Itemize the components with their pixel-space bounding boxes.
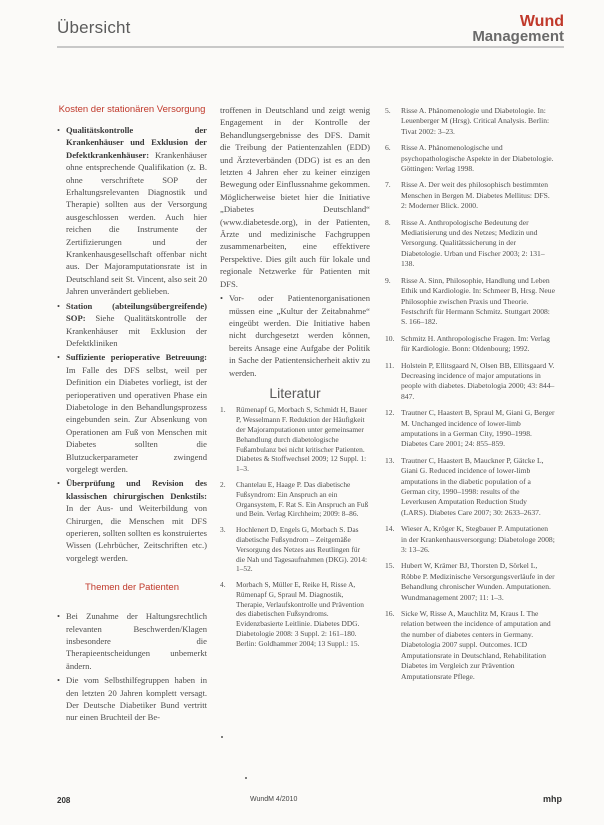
paragraph-continued: troffenen in Deutschland und zeigt wenig Engagement in der Kontrolle der Behandlungsergebnisse des DFS. Damit die Treibung der Patientenzahlen (EDD) und Ärzteverbänden (DDG) ist es an den letzten 4 Jahren eher zu keiner einzigen Bewegung oder Einflussnahme gekommen. Möglicherweise bietet hier die Initiative „Diabetes Deutschland“ (www.diabetesde.org), in der Patienten, Ärzte und medizinische Fachgruppen zusammenarbeiten, eine effektivere Perspektive. Dies gilt auch für lokale und regionale Netzwerke für Patienten mit DFS.	[220, 105, 370, 289]
reference-item: 14. Wieser A, Kröger K, Stegbauer P. Amputationen in der Krankenhausversorgung: Diabetologe 2008; 3: 13–26.	[385, 524, 555, 555]
brand-line-2: Management	[472, 28, 564, 45]
list-item: • Überprüfung und Revision des klassischen chirurgischen Denkstils: In der Aus- und Weiterbildung von Chirurgen, die Menschen mit DFS operieren, sollten sollten es konstruiertes Wissen (Lehrbücher, Zeitschriften etc.) vorgelegt werden.	[57, 477, 207, 564]
reference-item: 12. Trautner C, Haastert B, Spraul M, Giani G, Berger M. Unchanged incidence of lower-limb amputations in a German City, 1990–1998. Diabetes Care 2001; 24: 855–859.	[385, 408, 555, 449]
bullet-list-2	[57, 610, 207, 724]
reference-item: 10. Schmitz H. Anthropologische Fragen. Im: Verlag für Kardiologie. Bonn: Oldenbourg; 1992.	[385, 333, 550, 354]
bullet-list-1	[57, 124, 207, 564]
literatur-heading: Literatur	[269, 384, 321, 401]
reference-item: 15. Hubert W, Krämer BJ, Thorsten D, Sörkel L, Röbbe P. Medizinische Versorgungsverläufe in der Behandlung chronischer Wunden. Amputationen. Wundmanagement 2007; 11: 1–3.	[385, 561, 555, 602]
reference-item: 3. Hochlenert D, Engels G, Morbach S. Das diabetische Fußsyndrom – Zeitgemäße Versorgung des Netzes aus Reutlingen für die Nah und Tagesaufnahmen (DKG). 2014: 1–52.	[220, 525, 368, 574]
bullet-list-3	[220, 292, 370, 379]
reference-item: 16. Sicke W, Risse A, Mauchlitz M, Kraus I. The relation between the incidence of amputation and the number of diabetes centers in Germany. Diabetologia 2007 suppl. Outcomes. ICD Amputationsrate in Deutschland, Rehabilitation Diabetes im Vergleich zur Prävention Amputationsrate Pflege.	[385, 609, 551, 681]
reference-item: 2. Chantelau E, Haage P. Das diabetische Fußsyndrom: Ein Anspruch an ein Organsystem, F. Rat S. Ein Anspruch an Fuß und Bein. Verlag Kirchheim; 2009: 8–86.	[220, 479, 369, 519]
list-item: • Station (abteilungsübergreifende) SOP: Siehe Qualitätskontrolle der Krankenhäuser mit Exklusion der Defektkliniken	[57, 300, 207, 350]
subheading-patients: Themen der Patienten	[84, 582, 179, 594]
column-2	[220, 104, 370, 655]
reference-list-1	[220, 405, 370, 648]
list-item: • Die vom Selbsthilfegruppen haben in den letzten 20 Jahren komplett versagt. Der Deutsche Diabetiker Bund vertritt nur einen Bruchteil der Be-	[57, 674, 207, 724]
reference-item: 5. Risse A. Phänomenologie und Diabetologie. In: Leuenberger M (Hrsg). Critical Analysis. Berlin: Tivat 2002: 3–23.	[385, 106, 550, 136]
reference-item: 1. Rümenapf G, Morbach S, Schmidt H, Bauer P, Wesselmann F. Reduktion der Häufigkeit der Majoramputationen unter gemeinsamer Behandlung durch diabetologische Fußambulanz bei nicht kritischer Patienten. Diabetes & Stoffwechsel 2009; 12 Suppl. 1: 1–3.	[220, 405, 368, 474]
brand-logo	[472, 14, 564, 44]
reference-list-2	[385, 106, 555, 682]
column-3	[385, 106, 555, 688]
list-item: • Qualitätskontrolle der Krankenhäuser und Exklusion der Defektkrankenhäuser: Krankenhäuser ohne entsprechende Qualifikation (z. B. ohne verschriftete SOP der Erhaltungsrelevanten Diagnostik und Therapie) sollten aus der Versorgung ausgeschlossen werden. Auch hier reichen die Instrumente der Zertifizierungen und der Krankenhausgesellschaft offenbar nicht aus. Der Majoramputationsrate ist in Deutschland seit St. Vincent, also seit 20 Jahren unverändert geblieben.	[57, 124, 207, 298]
column-1	[57, 104, 207, 726]
speck-mark	[245, 777, 247, 779]
reference-item: 13. Trautner C, Haastert B, Mauckner P, Gätcke L, Giani G. Reduced incidence of lower-limb amputations in the diabetic population of a German city, 1990–1998: results of the Leverkusen Amputation Reduction Study (LARS). Diabetes Care 2007; 30: 2633–2637.	[385, 455, 544, 517]
journal-issue: WundM 4/2010	[250, 796, 298, 803]
brand-line-1: Wund	[519, 13, 564, 30]
publisher-logo: mhp	[543, 794, 562, 804]
header-divider	[57, 46, 564, 48]
list-item: • Bei Zunahme der Haltungsrechtlich relevanten Beschwerden/Klagen insbesondere die Therapieentscheidungen unbemerkt ändern.	[57, 610, 207, 672]
list-item: • Vor- oder Patientenorganisationen müssen eine „Kultur der Zeitabnahme“ eingeübt werden. Die Initiative haben nicht durchgesetzt werden können, bereits Ansage eine Aufgabe der Politik in Sache der Patientensicherheit aktiv zu werden.	[220, 292, 370, 379]
reference-item: 6. Risse A. Phänomenologische und psychopathologische Aspekte in der Diabetologie. Göttingen: Verlag 1998.	[385, 143, 554, 174]
reference-item: 4. Morbach S, Müller E, Reike H, Risse A, Rümenapf G, Spraul M. Diagnostik, Therapie, Verlaufskontrolle und Prävention des diabetischen Fußsyndroms. Evidenzbasierte Leitlinie. Diabetes DDG. Diabetologie 2008: 3 Suppl. 2: 161–180. Berlin: Goldhammer 2004; 13 Suppl.: 15.	[220, 580, 364, 648]
speck-mark	[221, 736, 223, 738]
page-number: 208	[57, 796, 71, 805]
section-title: Übersicht	[57, 18, 131, 37]
reference-item: 8. Risse A. Anthropologische Bedeutung der Mediatisierung und des Netzes; Medizin und Versorgung. Qualitätssicherung in der Diabetologie. Urban und Fischer 2003; 2: 131–138.	[385, 217, 545, 269]
list-item: • Suffiziente perioperative Betreuung: Im Falle des DFS selbst, weil per Definition ein Diabetes vorliegt, ist der perioperativen und operativen Phase ein Diabetologe in den Behandlungsprozess eingebunden sein. Zur Absenkung von Operationen am Fuß von Menschen mit Diabetes sollten die Blutzuckerparameter zwingend vorgelegt werden.	[57, 351, 207, 475]
reference-item: 9. Risse A. Sinn, Philosophie, Handlung und Leben Ethik und Kardiologie. In: Schmeer B, Hrsg. Neue Philosophie zwischen Praxis und Theorie. Festschrift für Hermann Schmitz. Stuttgart 2008: S. 166–182.	[385, 275, 555, 327]
reference-item: 11. Holstein P, Ellitsgaard N, Olsen BB, Ellitsgaard V. Decreasing incidence of major amputations in people with diabetes. Diabetologia 2000; 43: 844–847.	[385, 360, 555, 401]
reference-item: 7. Risse A. Der weit des philosophisch bestimmten Menschen in Bergen M. Diabetes Mellitus: DFS. 2: Moderner Blick. 2000.	[385, 180, 550, 211]
subheading-costs: Kosten der stationären Versorgung	[58, 104, 206, 115]
